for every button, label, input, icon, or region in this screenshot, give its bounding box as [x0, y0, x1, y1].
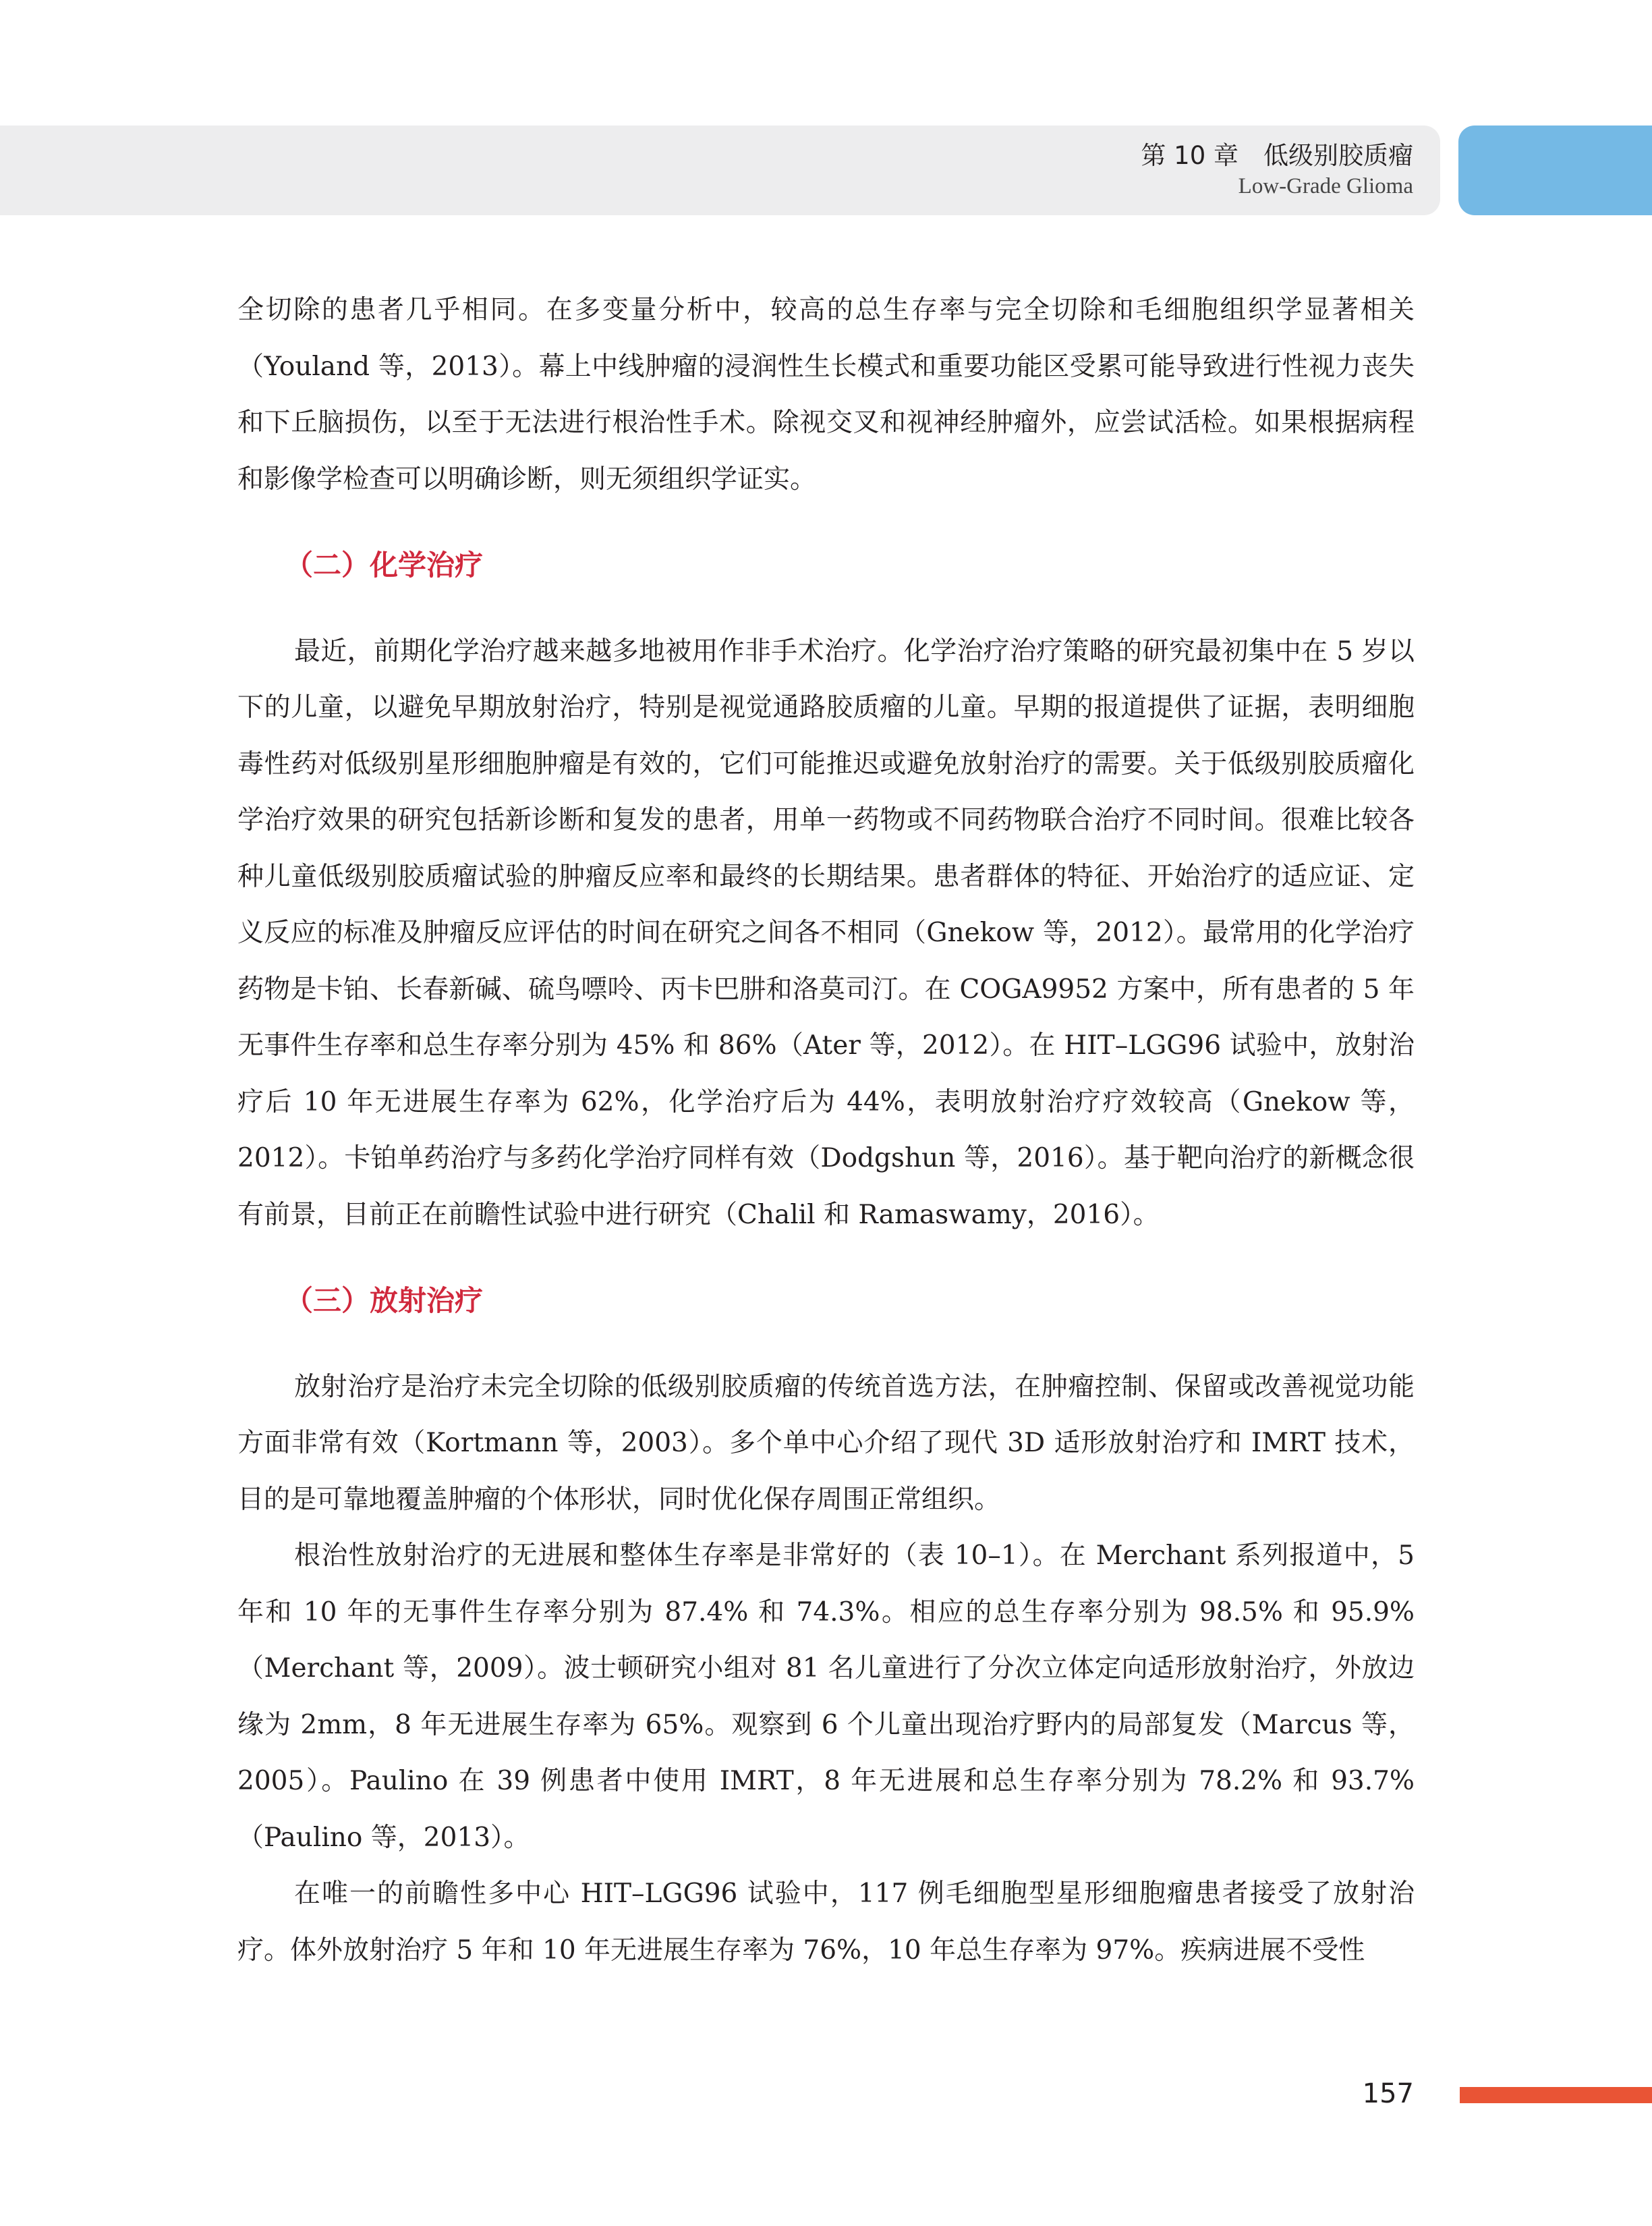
chapter-subtitle: Low-Grade Glioma	[1238, 174, 1413, 198]
chapter-title: 第 10 章 低级别胶质瘤	[1141, 141, 1413, 170]
page-number: 157	[1362, 2078, 1414, 2109]
page-body	[237, 282, 1415, 1978]
paragraph-radiotherapy-outcomes: 根治性放射治疗的无进展和整体生存率是非常好的（表 10–1）。在 Merchant 系列报道中，5 年和 10 年的无事件生存率分别为 87.4% 和 74.3%。相应的总生存率分别为 98.5% 和 95.9%（Merchant 等，2009）。波士顿研究小组对 81 名儿童进行了分次立体定向适形放射治疗，外放边缘为 2mm，8 年无进展生存率为 65%。观察到 6 个儿童出现治疗野内的局部复发（Marcus 等，2005）。Paulino 在 39 例患者中使用 IMRT，8 年无进展和总生存率分别为 78.2% 和 93.7%（Paulino 等，2013）。	[237, 1540, 1415, 1853]
paragraph-radiotherapy-intro: 放射治疗是治疗未完全切除的低级别胶质瘤的传统首选方法，在肿瘤控制、保留或改善视觉功能方面非常有效（Kortmann 等，2003）。多个单中心介绍了现代 3D 适形放射治疗和 IMRT 技术，目的是可靠地覆盖肿瘤的个体形状，同时优化保存周围正常组织。	[237, 1371, 1415, 1515]
paragraph-surgery-continuation: 全切除的患者几乎相同。在多变量分析中，较高的总生存率与完全切除和毛细胞组织学显著相关（Youland 等，2013）。幕上中线肿瘤的浸润性生长模式和重要功能区受累可能导致进行性视力丧失和下丘脑损伤，以至于无法进行根治性手术。除视交叉和视神经肿瘤外，应尝试活检。如果根据病程和影像学检查可以明确诊断，则无须组织学证实。	[237, 295, 1415, 495]
heading-radiotherapy: （三）放射治疗	[285, 1284, 484, 1317]
page-number-bar	[1460, 2087, 1652, 2103]
paragraph-chemotherapy: 最近，前期化学治疗越来越多地被用作非手术治疗。化学治疗治疗策略的研究最初集中在 5 岁以下的儿童，以避免早期放射治疗，特别是视觉通路胶质瘤的儿童。早期的报道提供了证据，表明细胞毒性药对低级别星形细胞肿瘤是有效的，它们可能推迟或避免放射治疗的需要。关于低级别胶质瘤化学治疗效果的研究包括新诊断和复发的患者，用单一药物或不同药物联合治疗不同时间。很难比较各种儿童低级别胶质瘤试验的肿瘤反应率和最终的长期结果。患者群体的特征、开始治疗的适应证、定义反应的标准及肿瘤反应评估的时间在研究之间各不相同（Gnekow 等，2012）。最常用的化学治疗药物是卡铂、长春新碱、硫鸟嘌呤、丙卡巴肼和洛莫司汀。在 COGA9952 方案中，所有患者的 5 年无事件生存率和总生存率分别为 45% 和 86%（Ater 等，2012）。在 HIT–LGG96 试验中，放射治疗后 10 年无进展生存率为 62%，化学治疗后为 44%，表明放射治疗疗效较高（Gnekow 等，2012）。卡铂单药治疗与多药化学治疗同样有效（Dodgshun 等，2016）。基于靶向治疗的新概念很有前景，目前正在前瞻性试验中进行研究（Chalil 和 Ramaswamy，2016）。	[237, 636, 1415, 1230]
chapter-header-tab	[1458, 126, 1652, 215]
paragraph-hit-lgg96-trial: 在唯一的前瞻性多中心 HIT–LGG96 试验中，117 例毛细胞型星形细胞瘤患者接受了放射治疗。体外放射治疗 5 年和 10 年无进展生存率为 76%，10 年总生存率为 97%。疾病进展不受性	[237, 1879, 1415, 1966]
heading-chemotherapy: （二）化学治疗	[285, 549, 484, 582]
